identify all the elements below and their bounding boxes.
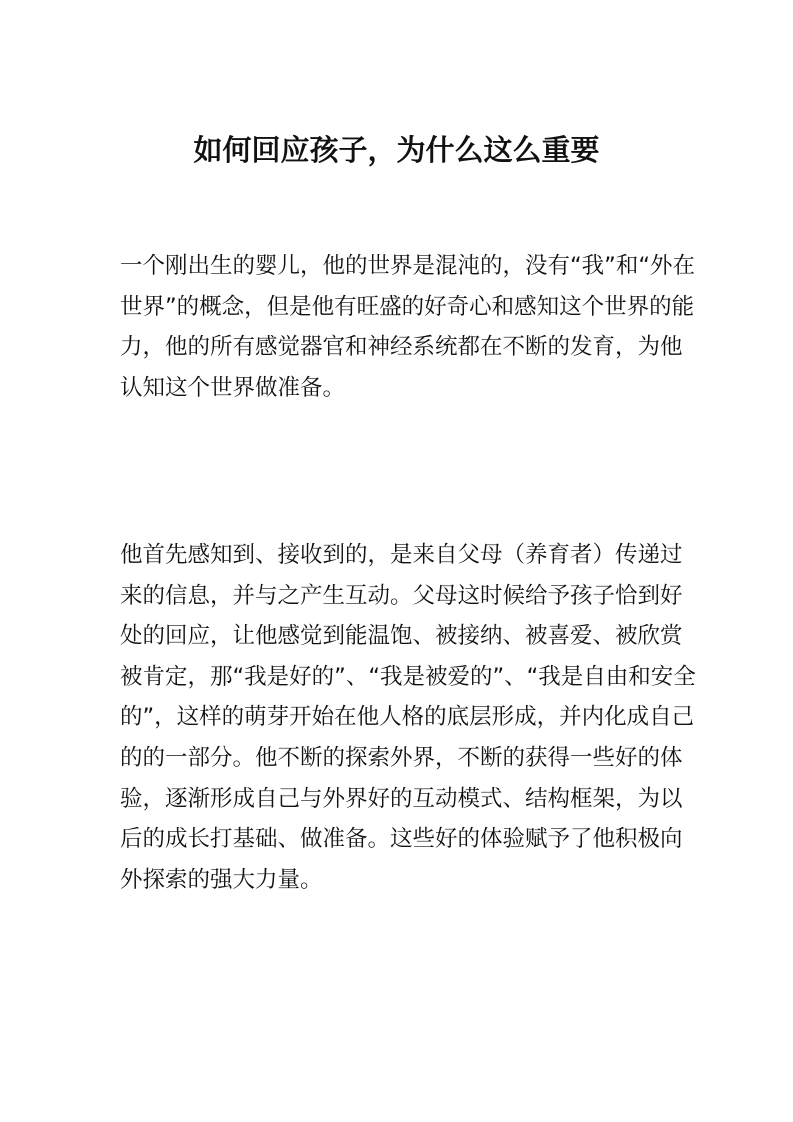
paragraph-1 xyxy=(120,246,695,408)
text-line: 后的成长打基础、做准备。这些好的体验赋予了他积极向 xyxy=(120,826,683,853)
text-line: 外探索的强大力量。 xyxy=(120,866,323,893)
text-line: 他首先感知到、接收到的，是来自父母（养育者）传递过 xyxy=(120,542,683,568)
text-line: 力，他的所有感觉器官和神经系统都在不断的发育，为他 xyxy=(120,334,683,361)
text-line: 被肯定，那“我是好的”、“我是被爱的”、“我是自由和安全 xyxy=(120,663,696,690)
text-line: 的的一部分。他不断的探索外界，不断的获得一些好的体 xyxy=(120,744,683,771)
text-line: 一个刚出生的婴儿，他的世界是混沌的，没有“我”和“外在 xyxy=(120,253,695,279)
text-line: 的”，这样的萌芽开始在他人格的底层形成，并内化成自己 xyxy=(120,704,695,731)
text-line: 来的信息，并与之产生互动。父母这时候给予孩子恰到好 xyxy=(120,582,683,609)
text-line: 处的回应，让他感觉到能温饱、被接纳、被喜爱、被欣赏 xyxy=(120,623,683,650)
text-line: 认知这个世界做准备。 xyxy=(120,374,346,401)
text-line: 世界”的概念，但是他有旺盛的好奇心和感知这个世界的能 xyxy=(120,293,695,320)
paragraph-2 xyxy=(120,535,696,900)
document-title: 如何回应孩子，为什么这么重要 xyxy=(193,133,600,167)
text-line: 验，逐渐形成自己与外界好的互动模式、结构框架，为以 xyxy=(120,785,683,812)
